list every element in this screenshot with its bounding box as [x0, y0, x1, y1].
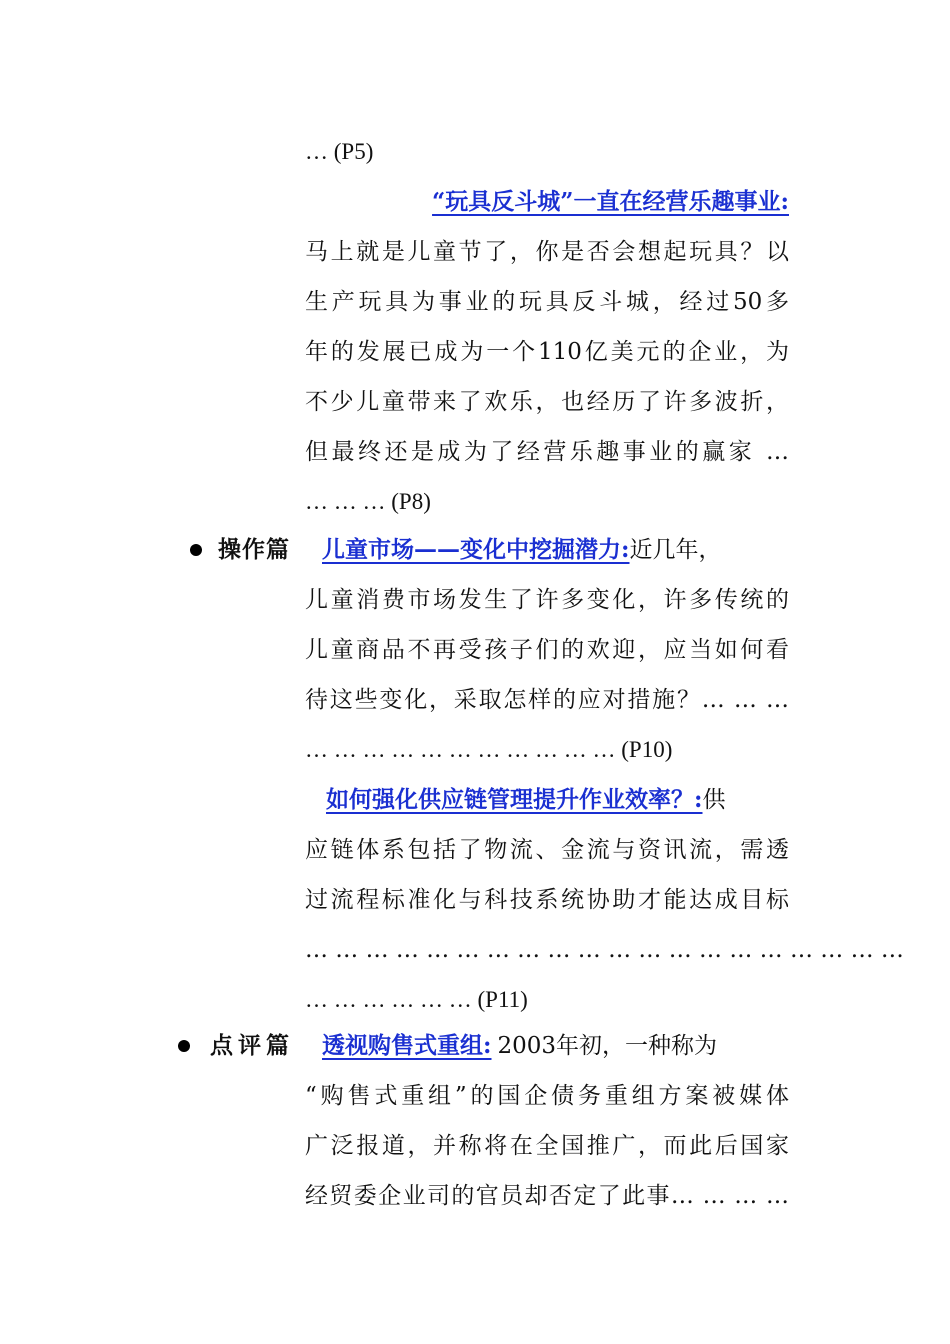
entry-text-line: 但最终还是成为了经营乐趣事业的赢家 … [305, 439, 789, 465]
entry-text-line: 儿童消费市场发生了许多变化，许多传统的 [305, 587, 789, 613]
entry-text-line: 生产玩具为事业的玩具反斗城，经过50多 [305, 289, 789, 315]
entry-title-line [322, 525, 789, 575]
entry-text-line: 过流程标准化与科技系统协助才能达成目标 [305, 887, 789, 913]
bullet-icon [190, 544, 202, 556]
entry-text-line: “购售式重组”的国企债务重组方案被媒体 [305, 1083, 789, 1109]
entry-title-suffix: 近几年， [629, 537, 722, 563]
page-reference: … (P5) [305, 139, 374, 164]
entry-text-line: 经贸委企业司的官员却否定了此事… … … … [305, 1183, 789, 1209]
entry-tail-p8 [305, 477, 789, 527]
entry-title-suffix: 供 [702, 787, 726, 813]
article-link-restructuring[interactable]: 透视购售式重组: [322, 1032, 492, 1059]
article-link-toys-r-us[interactable]: “玩具反斗城”一直在经营乐趣事业: [432, 188, 789, 215]
page-reference: … … … … … … … … … … … (P10) [305, 737, 673, 762]
category-label-review: 点评篇 [210, 1032, 294, 1059]
entry-title-line [326, 775, 789, 825]
entry-text-line: 广泛报道，并称将在全国推广，而此后国家 [305, 1133, 789, 1159]
page-reference: … … … … … … (P11) [305, 987, 528, 1012]
page-reference: … … … (P8) [305, 489, 431, 514]
article-link-children-market[interactable]: 儿童市场——变化中挖掘潜力: [322, 536, 630, 563]
category-label-operation: 操作篇 [218, 536, 290, 563]
entry-text-line: 马上就是儿童节了，你是否会想起玩具？以 [305, 239, 789, 265]
bullet-icon [178, 1040, 190, 1052]
article-link-supply-chain[interactable]: 如何强化供应链管理提升作业效率？: [326, 786, 703, 813]
entry-text-line: 应链体系包括了物流、金流与资讯流，需透 [305, 837, 789, 863]
entry-text-line: 待这些变化，采取怎样的应对措施？… … … [305, 687, 789, 713]
entry-title-line [305, 177, 789, 227]
entry-tail-p10 [305, 725, 789, 775]
entry-title-suffix: 2003年初，一种称为 [497, 1033, 718, 1059]
entry-text-line: … … … … … … … … … … … … … … … … … … … … [305, 937, 904, 963]
entry-tail-p5 [305, 127, 789, 177]
entry-text-line: 儿童商品不再受孩子们的欢迎，应当如何看 [305, 637, 789, 663]
entry-text-line: 不少儿童带来了欢乐，也经历了许多波折， [305, 389, 789, 415]
entry-title-line [322, 1021, 789, 1071]
entry-tail-p11 [305, 975, 789, 1025]
entry-text-line: 年的发展已成为一个110亿美元的企业，为 [305, 339, 789, 365]
